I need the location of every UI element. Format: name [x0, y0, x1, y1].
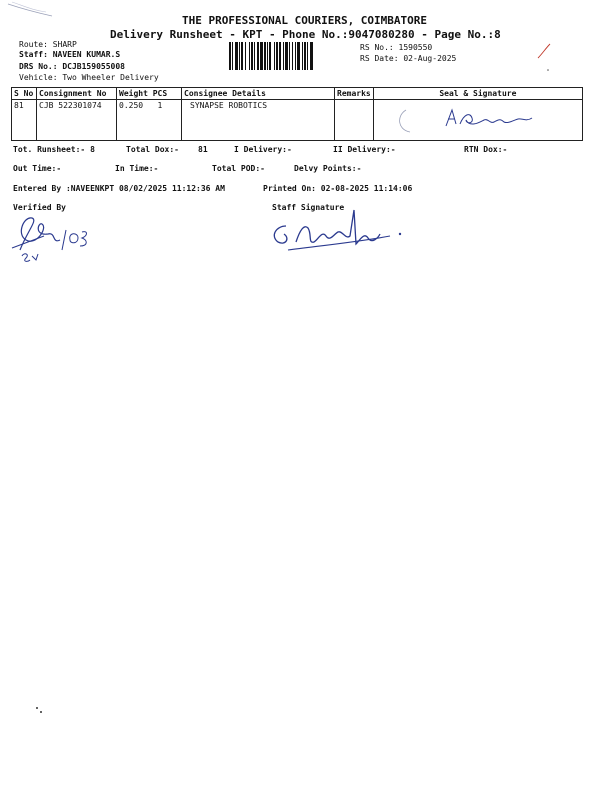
- consignee-name: SYNAPSE ROBOTICS: [190, 101, 268, 110]
- barcode-bar: [310, 42, 313, 70]
- barcode-bar: [285, 42, 288, 70]
- entered-by: Entered By :NAVEENKPT 08/02/2025 11:12:36 AM: [13, 184, 225, 193]
- barcode-bar: [229, 42, 231, 70]
- barcode-bar: [245, 42, 246, 70]
- cell-weight-pcs: [117, 100, 182, 141]
- out-time: Out Time:-: [13, 164, 62, 173]
- barcode-bar: [235, 42, 238, 70]
- barcode-bar: [274, 42, 275, 70]
- barcode-bar: [264, 42, 266, 70]
- staff-signature: [268, 200, 408, 260]
- rs-number: RS No.: 1590550: [360, 43, 433, 52]
- cell-seal-signature: [373, 100, 582, 141]
- receiver-signature: [384, 102, 544, 138]
- runsheet-subtitle: Delivery Runsheet - KPT - Phone No.:9047080280 - Page No.:8: [110, 28, 501, 41]
- barcode-bar: [269, 42, 271, 70]
- staff-signature-label: Staff Signature: [272, 203, 345, 212]
- barcode: [229, 42, 357, 70]
- cell-consignee: [182, 100, 335, 141]
- barcode-bar: [302, 42, 303, 70]
- speck: [40, 711, 42, 713]
- ii-delivery: II Delivery:-: [333, 145, 396, 154]
- top-right-pen-mark: [528, 40, 558, 80]
- barcode-bar: [239, 42, 240, 70]
- table-header-row: [12, 88, 583, 100]
- col-header-sno: S No: [12, 88, 37, 100]
- cell-remarks: [335, 100, 374, 141]
- consignment-table: [11, 87, 583, 141]
- col-header-consignment: Consignment No: [37, 88, 117, 100]
- total-pod: Total POD:-: [212, 164, 265, 173]
- rs-date: RS Date: 02-Aug-2025: [360, 54, 457, 63]
- barcode-bar: [249, 42, 250, 70]
- col-header-weight-pcs: Weight PCS: [117, 88, 182, 100]
- barcode-bar: [279, 42, 281, 70]
- verifier-signature: [8, 210, 108, 270]
- barcode-bar: [283, 42, 284, 70]
- col-header-remarks: Remarks: [335, 88, 374, 100]
- delvy-points: Delvy Points:-: [294, 164, 362, 173]
- cell-pcs: 1: [157, 101, 163, 110]
- company-title: THE PROFESSIONAL COURIERS, COIMBATORE: [182, 14, 428, 27]
- barcode-bar: [241, 42, 243, 70]
- barcode-bar: [260, 42, 263, 70]
- route: Route: SHARP: [19, 40, 77, 49]
- verified-by-label: Verified By: [13, 203, 66, 212]
- vehicle: Vehicle: Two Wheeler Delivery: [19, 73, 159, 82]
- barcode-bar: [254, 42, 255, 70]
- printed-on: Printed On: 02-08-2025 11:14:06: [263, 184, 413, 193]
- barcode-bar: [267, 42, 268, 70]
- total-dox-label: Total Dox:-: [126, 145, 179, 154]
- rtn-dox: RTN Dox:-: [464, 145, 508, 154]
- in-time: In Time:-: [115, 164, 159, 173]
- barcode-bar: [251, 42, 253, 70]
- barcode-bar: [289, 42, 290, 70]
- table-row: [12, 100, 583, 141]
- cell-weight: 0.250: [119, 101, 144, 110]
- barcode-bar: [297, 42, 300, 70]
- staff: Staff: NAVEEN KUMAR.S: [19, 50, 121, 59]
- col-header-consignee: Consignee Details: [182, 88, 335, 100]
- barcode-bar: [276, 42, 278, 70]
- barcode-bar: [232, 42, 233, 70]
- barcode-bar: [304, 42, 306, 70]
- col-header-seal-signature: Seal & Signature: [373, 88, 582, 100]
- barcode-bar: [307, 42, 308, 70]
- cell-consignment: CJB 522301074: [37, 100, 117, 141]
- barcode-bar: [295, 42, 296, 70]
- tot-runsheet: Tot. Runsheet:- 8: [13, 145, 95, 154]
- barcode-bar: [292, 42, 293, 70]
- speck: [36, 707, 38, 709]
- cell-sno: 81: [12, 100, 37, 141]
- barcode-bar: [257, 42, 259, 70]
- i-delivery: I Delivery:-: [234, 145, 292, 154]
- top-left-pen-mark: [6, 0, 56, 20]
- total-dox-value: 81: [198, 145, 208, 154]
- drs-number: DRS No.: DCJB159055008: [19, 62, 125, 71]
